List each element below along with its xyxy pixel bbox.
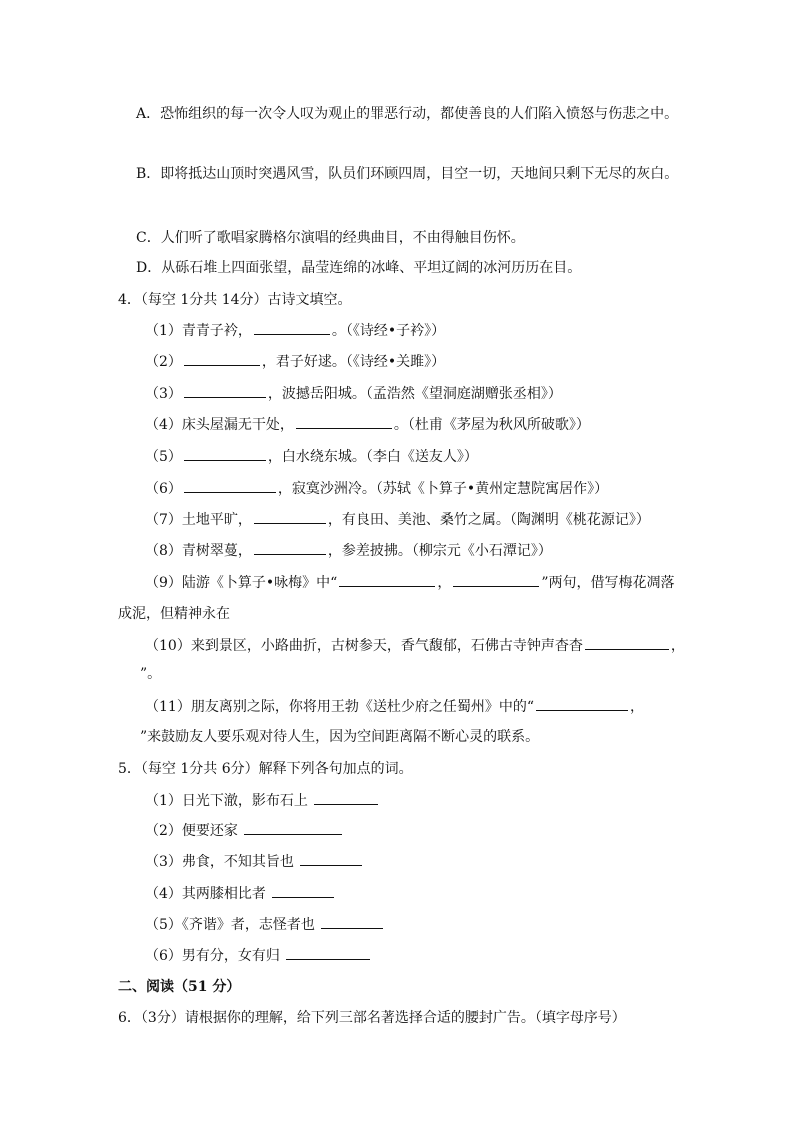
q5-title: 5．（每空 1分共 6分）解释下列各句加点的词。 [118,761,413,777]
answer-blank[interactable] [296,414,392,429]
section-heading: 二、阅读（51 分） [118,979,241,995]
option-b: B．即将抵达山顶时突遇风雪，队员们环顾四周，目空一切，天地间只剩下无尽的灰白。 [136,166,679,182]
q4-item-1: （1）青青子衿， 。（《诗经•子衿》） [145,320,445,341]
q4-item-6: （6） ，寂寞沙洲冷。（苏轼《卜算子•黄州定慧院寓居作》） [145,478,608,499]
q4-item-10-cont: ”。 [140,666,162,682]
answer-blank[interactable] [254,509,326,524]
q4-item-11: （11）朋友离别之际，你将用王勃《送杜少府之任蜀州》中的“ ， [145,696,644,717]
answer-blank[interactable] [184,446,266,461]
answer-blank[interactable] [184,351,260,366]
answer-blank[interactable] [244,820,342,835]
q4-item-3: （3） ，波撼岳阳城。（孟浩然《望洞庭湖赠张丞相》） [145,383,562,404]
q4-item-9: （9）陆游《卜算子•咏梅》中“ ， ”两句，借写梅花凋落 [145,572,675,593]
q4-title: 4．（每空 1分共 14分）古诗文填空。 [118,292,352,308]
q5-item-1: （1）日光下澈，影布石上 [145,790,380,811]
q4-item-7: （7）土地平旷， ，有良田、美池、桑竹之属。（陶渊明《桃花源记》） [145,509,650,530]
option-c: C．人们听了歌唱家腾格尔演唱的经典曲目，不由得触目伤怀。 [136,230,525,246]
answer-blank[interactable] [184,383,266,398]
answer-blank[interactable] [585,635,669,650]
q4-item-8: （8）青树翠蔓， ，参差披拂。（柳宗元《小石潭记》） [145,540,552,561]
option-a: A．恐怖组织的每一次令人叹为观止的罪恶行动，都使善良的人们陷入愤怒与伤悲之中。 [136,106,679,122]
answer-blank[interactable] [321,914,383,929]
answer-blank[interactable] [272,883,334,898]
answer-blank[interactable] [339,572,435,587]
answer-blank[interactable] [286,945,370,960]
option-d: D．从砾石堆上四面张望，晶莹连绵的冰峰、平坦辽阔的冰河历历在目。 [136,260,582,276]
q5-item-3: （3）弗食，不知其旨也 [145,851,364,872]
q5-item-5: （5）《齐谐》者，志怪者也 [145,914,385,935]
q4-item-10: （10）来到景区，小路曲折，古树参天，香气馥郁，石佛古寺钟声杳杳 ， [145,635,685,656]
q5-item-6: （6）男有分，女有归 [145,945,372,966]
answer-blank[interactable] [453,572,539,587]
answer-blank[interactable] [300,851,362,866]
q5-item-2: （2）便要还家 [145,820,344,841]
answer-blank[interactable] [314,790,378,805]
q4-item-11-cont: ”来鼓励友人要乐观对待人生，因为空间距离隔不断心灵的联系。 [140,729,540,745]
answer-blank[interactable] [254,320,330,335]
q4-item-4: （4）床头屋漏无干处， 。（杜甫《茅屋为秋风所破歌》） [145,414,590,435]
q6-title: 6．（3分）请根据你的理解，给下列三部名著选择合适的腰封广告。（填字母序号） [118,1010,626,1026]
q4-item-2: （2） ，君子好逑。（《诗经•关雎》） [145,351,445,372]
answer-blank[interactable] [254,540,326,555]
answer-blank[interactable] [184,478,276,493]
answer-blank[interactable] [536,696,628,711]
q4-item-9-cont: 成泥，但精神永在 [118,606,230,622]
q5-item-4: （4）其两膝相比者 [145,883,336,904]
q4-item-5: （5） ，白水绕东城。（李白《送友人》） [145,446,478,467]
